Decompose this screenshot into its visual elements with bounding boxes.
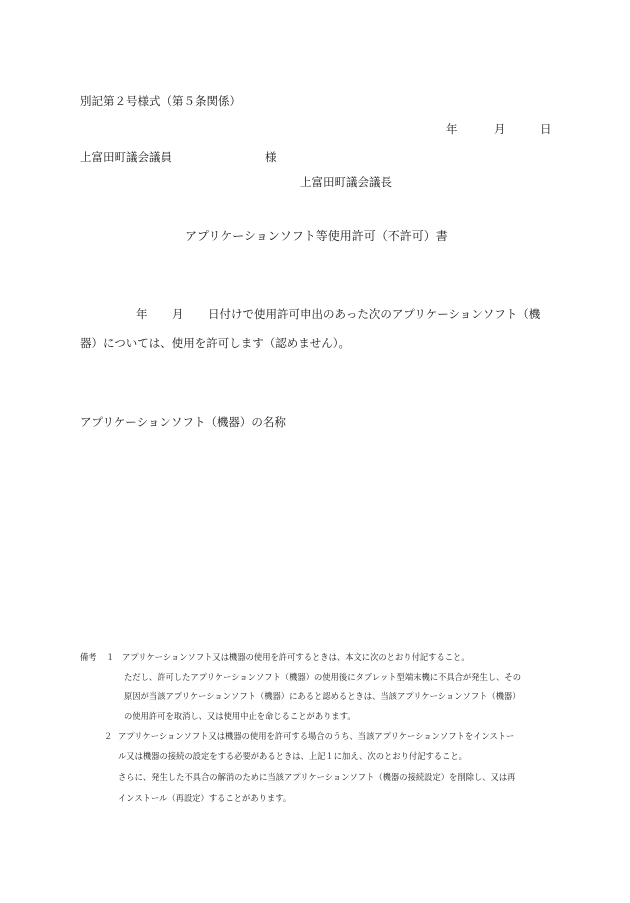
date-year-label: 年: [446, 122, 458, 136]
note-number: ２: [104, 731, 113, 741]
document-title: アプリケーションソフト等使用許可（不許可）書: [185, 229, 448, 243]
date-day-label: 日: [540, 122, 552, 136]
body-line-2: 器）については、使用を許可します（認めません）。: [80, 336, 351, 350]
date-month-label: 月: [494, 122, 506, 136]
addressee-name: 上富田町議会議員: [80, 150, 172, 164]
notes-label: 備考: [80, 652, 97, 662]
note-line: ただし、許可したアプリケーションソフト（機器）の使用後にタブレット型端末機に不具合が発生し、その: [124, 672, 522, 682]
item-name-label: アプリケーションソフト（機器）の名称: [80, 415, 286, 429]
note-line: 原因が当該アプリケーションソフト（機器）にあると認めるときは、当該アプリケーションソフト（機器）: [124, 691, 521, 701]
form-number: 別記第２号様式（第５条関係）: [80, 94, 241, 108]
note-number: １: [106, 652, 115, 662]
body-line-1: 日付けで使用許可申出のあった次のアプリケーションソフト（機: [208, 307, 541, 321]
note-line: ル又は機器の接続の設定をする必要があるときは、上記１に加え、次のとおり付記すること。: [118, 751, 467, 761]
note-line: インストール（再設定）することがあります。: [118, 793, 292, 803]
note-line: アプリケーションソフト又は機器の使用を許可する場合のうち、当該アプリケーションソフトをインストー: [118, 731, 515, 741]
body-date-year: 年: [136, 307, 148, 321]
issuer-name: 上富田町議会議長: [300, 175, 392, 189]
note-line: アプリケーションソフト又は機器の使用を許可するときは、本文に次のとおり付記すること。: [122, 652, 470, 662]
body-date-month: 月: [172, 307, 184, 321]
note-line: の使用許可を取消し、又は使用中止を命じることがあります。: [124, 711, 356, 721]
note-line: さらに、発生した不具合の解消のために当該アプリケーションソフト（機器の接続設定）を削除し、又は再: [118, 772, 516, 782]
addressee-honorific: 様: [265, 150, 277, 164]
